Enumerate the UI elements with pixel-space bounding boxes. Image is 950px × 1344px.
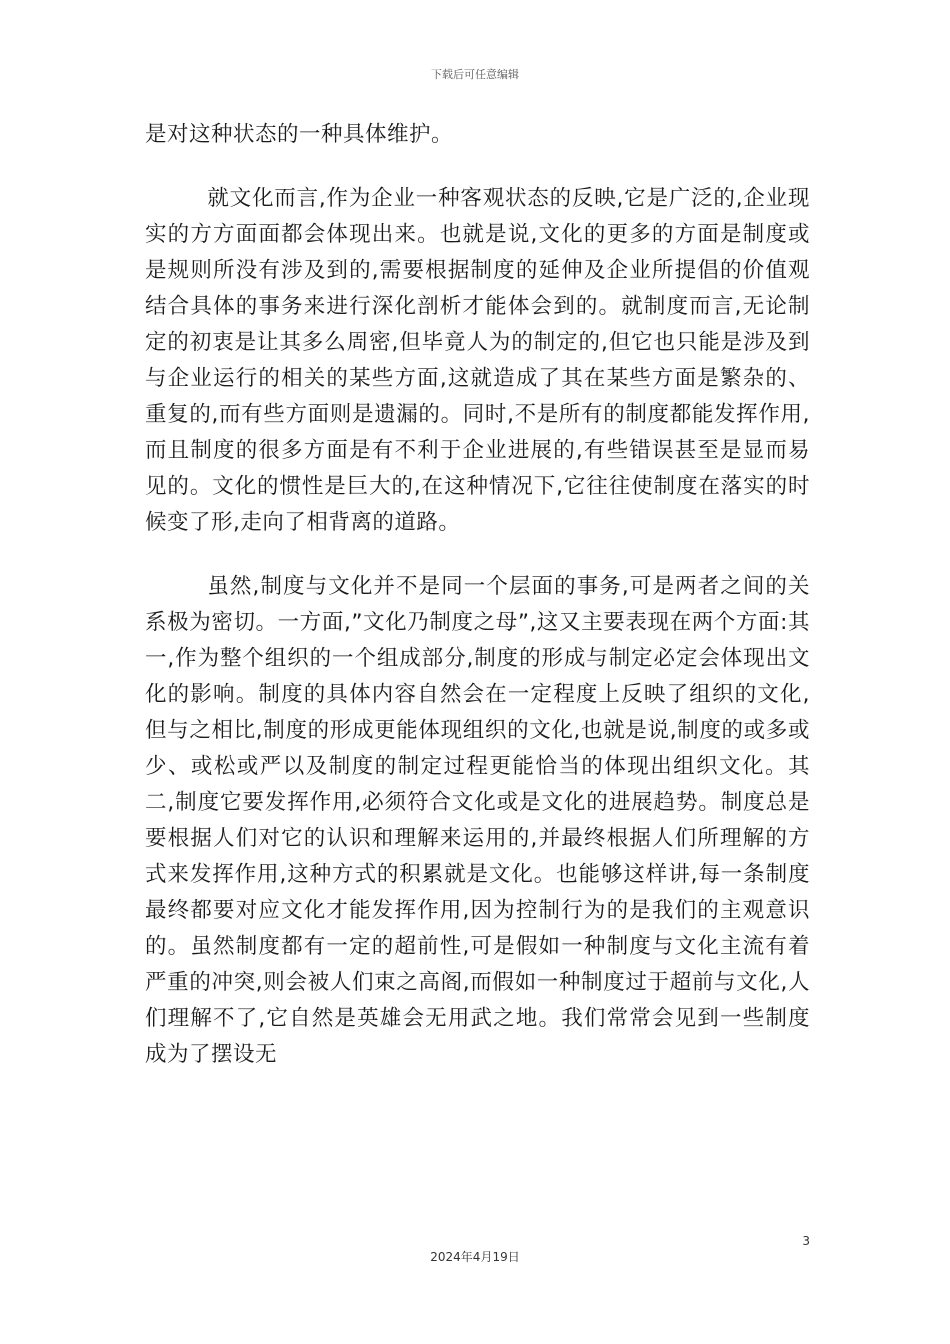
page-number: 3 [802, 1234, 810, 1248]
page-header: 下载后可任意编辑 [431, 68, 519, 81]
document-body [145, 117, 810, 1073]
footer-date: 2024年4月19日 [430, 1250, 520, 1264]
paragraph-culture-vs-rules: 就文化而言,作为企业一种客观状态的反映,它是广泛的,企业现实的方方面面都会体现出来。也就是说,文化的更多的方面是制度或是规则所没有涉及到的,需要根据制度的延伸及企业所提倡的价值观结合具体的事务来进行深化剖析才能体会到的。就制度而言,无论制定的初衷是让其多么周密,但毕竟人为的制定的,但它也只能是涉及到与企业运行的相关的某些方面,这就造成了其在某些方面是繁杂的、重复的,而有些方面则是遗漏的。同时,不是所有的制度都能发挥作用,而且制度的很多方面是有不利于企业进展的,有些错误甚至是显而易见的。文化的惯性是巨大的,在这种情况下,它往往使制度在落实的时候变了形,走向了相背离的道路。 [145, 186, 810, 535]
paragraph-relationship: 虽然,制度与文化并不是同一个层面的事务,可是两者之间的关系极为密切。一方面,”文化乃制度之母”,这又主要表现在两个方面:其一,作为整个组织的一个组成部分,制度的形成与制定必定会体现出文化的影响。制度的具体内容自然会在一定程度上反映了组织的文化,但与之相比,制度的形成更能体现组织的文化,也就是说,制度的或多或少、或松或严以及制度的制定过程更能恰当的体现出组织文化。其二,制度它要发挥作用,必须符合文化或是文化的进展趋势。制度总是要根据人们对它的认识和理解来运用的,并最终根据人们所理解的方式来发挥作用,这种方式的积累就是文化。也能够这样讲,每一条制度最终都要对应文化才能发挥作用,因为控制行为的是我们的主观意识的。虽然制度都有一定的超前性,可是假如一种制度与文化主流有着严重的冲突,则会被人们束之高阁,而假如一种制度过于超前与文化,人们理解不了,它自然是英雄会无用武之地。我们常常会见到一些制度成为了摆设无 [145, 574, 810, 1067]
paragraph-continuation: 是对这种状态的一种具体维护。 [145, 122, 454, 147]
